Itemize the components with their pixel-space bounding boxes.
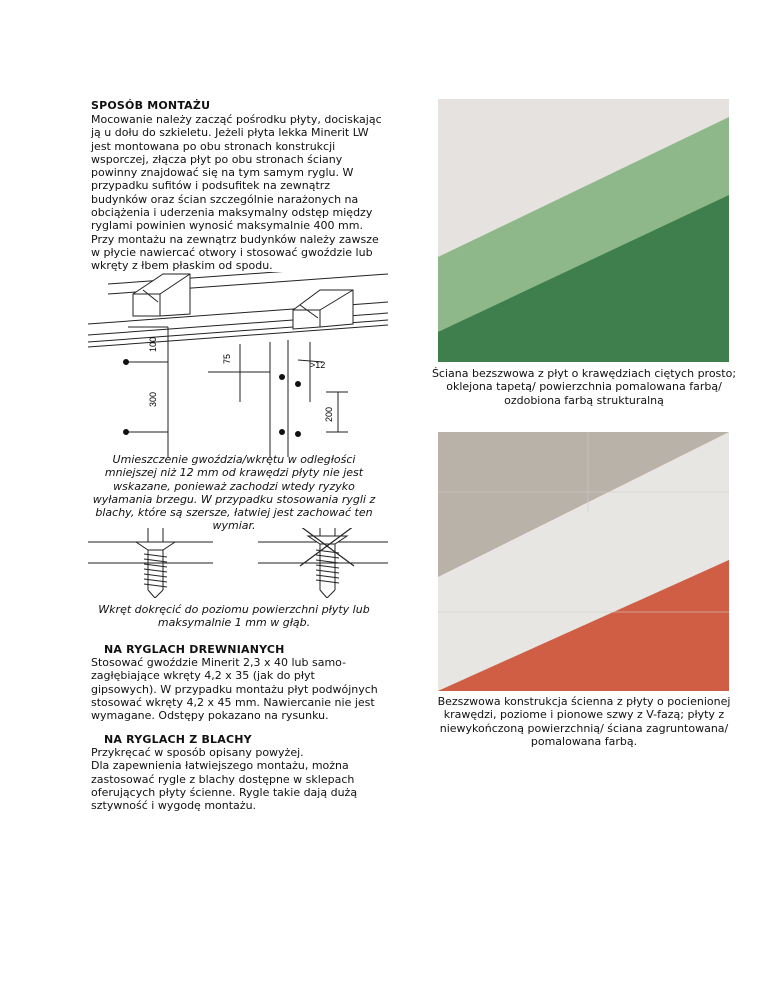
dim-100-label: 100 [148,336,158,352]
green-wall-caption: Ściana bezszwowa z płyt o krawędziach ciętych prosto; oklejona tapetą/ powierzchnia pomalowana farbą/ ozdobiona farbą strukturalną [431,367,737,407]
section-heading-wooden-rails: NA RYGLACH DREWNIANYCH [104,643,285,656]
dim-200-label: 200 [324,406,334,422]
red-wall-photo [438,432,729,691]
dim-12-label: >12 [310,360,326,370]
red-wall-caption: Bezszwowa konstrukcja ścienna z płyty o pocienionej krawędzi, poziome i pionowe szwy z V-fazą; płyty z niewykończoną powierzchnią/ ściana zagruntowana/ pomalowana farbą. [437,695,731,748]
dim-300-label: 300 [148,391,158,407]
section-heading-mounting: SPOSÓB MONTAŻU [91,99,211,112]
section-heading-metal-rails: NA RYGLACH Z BLACHY [104,733,252,746]
green-wall-photo [438,99,729,362]
edge-distance-caption: Umieszczenie gwoździa/wkrętu w odległości mniejszej niż 12 mm od krawędzi płyty nie jest wskazane, ponieważ zachodzi wtedy ryzyko wyłamania brzegu. W przypadku stosowania rygli z blachy, które są szersze, łatwiej jest zachować ten wymiar. [92,453,376,533]
wooden-rails-paragraph: Stosować gwoździe Minerit 2,3 x 40 lub samo- zagłębiające wkręty 4,2 x 35 (jak do płyt gipsowych). W przypadku montażu płyt podwójnych stosować wkręty 4,2 x 45 mm. Nawiercanie nie jest wymagane. Odstępy pokazano na rysunku. [91,656,378,723]
mounting-paragraph: Mocowanie należy zacząć pośrodku płyty, dociskając ją u dołu do szkieletu. Jeżeli płyta lekka Minerit LW jest montowana po obu stronach konstrukcji wsporczej, złącza płyt po obu stronach ściany powinny znajdować się na tym samym ryglu. W przypadku sufitów i podsufitek na zewnątrz budynków oraz ścian szczególnie narażonych na obciążenia i uderzenia maksymalny odstęp między ryglami powinien wynosić maksymalnie 400 mm. Przy montażu na zewnątrz budynków należy zawsze w płycie nawiercać otwory i stosować gwoździe lub wkręty z łbem płaskim od spodu. [91,113,382,273]
dim-75-label: 75 [222,353,232,364]
metal-rails-paragraph: Przykręcać w sposób opisany powyżej. Dla zapewnienia łatwiejszego montażu, można zastosować rygle z blachy dostępne w sklepach oferujących płyty ścienne. Rygle takie dają dużą sztywność i wygodę montażu. [91,746,358,813]
screw-depth-diagram [88,528,388,598]
screw-depth-caption: Wkręt dokręcić do poziomu powierzchni płyty lub maksymalnie 1 mm w głąb. [98,603,370,630]
fastener-spacing-diagram [88,272,388,457]
